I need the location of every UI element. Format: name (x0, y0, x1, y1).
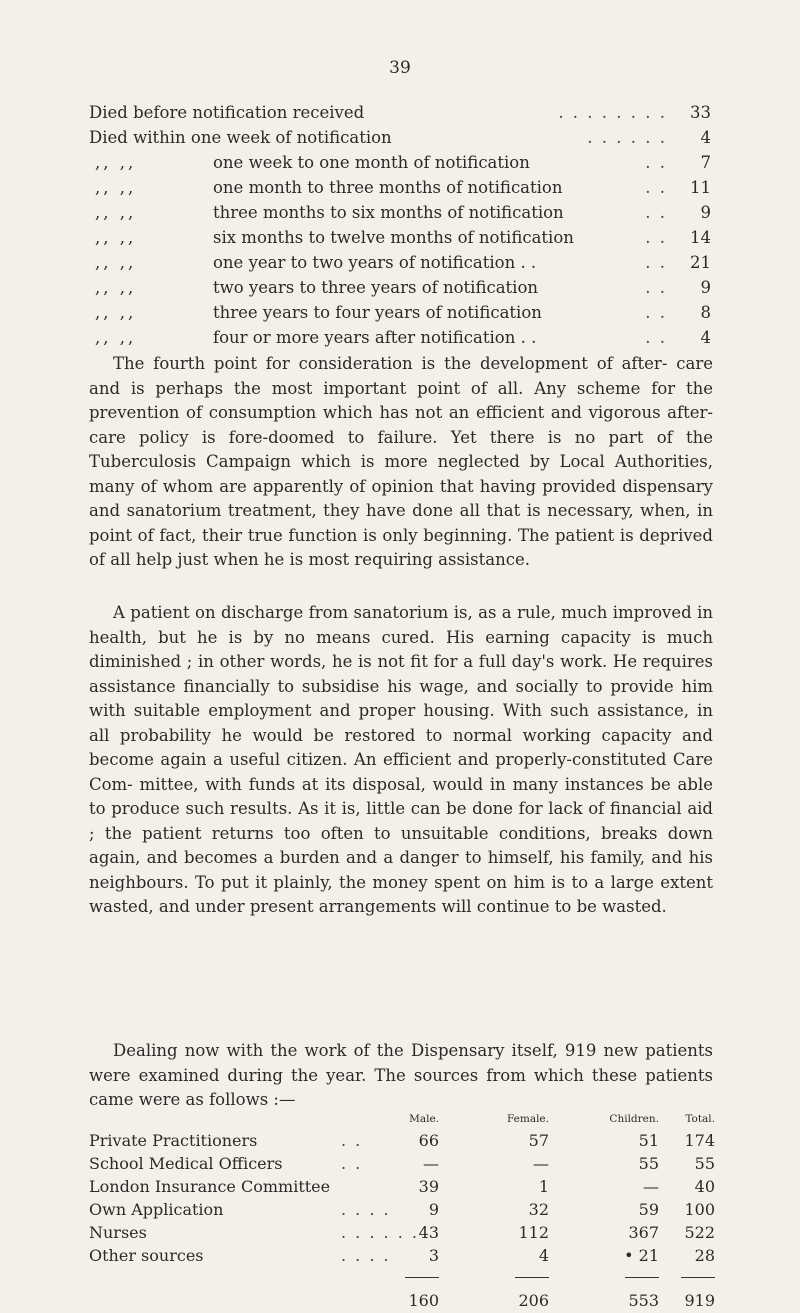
dot-leader: . . (645, 328, 667, 347)
table-row (89, 1244, 715, 1267)
death-row (89, 225, 711, 250)
death-row-label: one month to three months of notification (213, 178, 563, 197)
death-row (89, 200, 711, 225)
total-female: 206 (518, 1291, 549, 1310)
dot-leader: . . . . . . (587, 128, 667, 147)
cell-children: 59 (638, 1200, 659, 1219)
death-row-label: Died within one week of notification (89, 128, 392, 147)
table-row (89, 1152, 715, 1175)
death-row-count: 7 (700, 153, 711, 172)
cell-children: — (643, 1177, 659, 1196)
dot-leader: . . (645, 303, 667, 322)
rule-line (405, 1277, 439, 1278)
source-label: Own Application (89, 1200, 224, 1219)
totals-row (89, 1289, 715, 1313)
death-row (89, 325, 711, 350)
dot-leader: . . (645, 278, 667, 297)
dot-leader: . . (341, 1131, 363, 1150)
death-row (89, 250, 711, 275)
rule-line (625, 1277, 659, 1278)
cell-total: 28 (694, 1246, 715, 1265)
column-header-total: Total. (685, 1113, 715, 1125)
dot-leader: . . (645, 203, 667, 222)
paragraph-dispensary-work: Dealing now with the work of the Dispensary itself, 919 new patients were examined during the year. The sources from which these patients came were as follows :— (89, 1041, 713, 1109)
death-row-count: 4 (700, 328, 711, 347)
death-row-label: two years to three years of notification (213, 278, 539, 297)
ditto-marks: ,, ,, (95, 328, 137, 347)
dot-leader: . . . . . . . . (558, 103, 667, 122)
cell-total: 55 (694, 1154, 715, 1173)
cell-female: 32 (528, 1200, 549, 1219)
death-row-label: three years to four years of notification (213, 303, 542, 322)
cell-female: 4 (538, 1246, 549, 1265)
table-row (89, 1221, 715, 1244)
dot-leader: . . (341, 1154, 363, 1173)
paragraph-discharged-patient: A patient on discharge from sanatorium is, as a rule, much improved in health, but he is by no means cured. His earning capacity is much diminished ; in other words, he is not fit for a full day's work. He requires assistance financially to subsidise his wage, and socially to provide him with suitable employment and proper housing. With such assistance, in all probability he would be restored to normal working capacity and become again a useful citizen. An efficient and properly-constituted Care Com- mittee, with funds at its disposal, would in many instances be able to produce such results. As it is, little can be done for lack of financial aid ; the patient returns too often to unsuitable conditions, breaks down again, and becomes a burden and a danger to himself, his family, and his neighbours. To put it plainly, the money spent on him is to a large extent wasted, and under present arrangements will continue to be wasted. (89, 603, 713, 916)
source-label: School Medical Officers (89, 1154, 283, 1173)
ditto-marks: ,, ,, (95, 253, 137, 272)
table-row (89, 1129, 715, 1152)
table-row (89, 1175, 715, 1198)
dot-leader: . . . . (341, 1246, 391, 1265)
total-male: 160 (408, 1291, 439, 1310)
dot-leader: . . (645, 253, 667, 272)
source-label: Other sources (89, 1246, 204, 1265)
source-label: Private Practitioners (89, 1131, 258, 1150)
dot-leader: . . (645, 178, 667, 197)
total-all: 919 (684, 1291, 715, 1310)
cell-male: 43 (418, 1223, 439, 1242)
cell-total: 100 (684, 1200, 715, 1219)
cell-children: 55 (638, 1154, 659, 1173)
cell-female: 57 (528, 1131, 549, 1150)
cell-male: 9 (428, 1200, 439, 1219)
death-row-count: 14 (690, 228, 711, 247)
cell-total: 174 (684, 1131, 715, 1150)
ditto-marks: ,, ,, (95, 153, 137, 172)
death-row-count: 4 (700, 128, 711, 147)
death-row (89, 125, 711, 150)
death-row-count: 9 (700, 278, 711, 297)
dot-leader: . . . . . . (341, 1223, 419, 1242)
death-row-count: 33 (690, 103, 711, 122)
cell-total: 522 (684, 1223, 715, 1242)
death-row-label: three months to six months of notification (213, 203, 564, 222)
death-row (89, 175, 711, 200)
death-row-count: 11 (690, 178, 711, 197)
ditto-marks: ,, ,, (95, 203, 137, 222)
death-row (89, 100, 711, 125)
column-header-children: Children. (609, 1113, 659, 1125)
dot-leader: . . . . (341, 1200, 391, 1219)
cell-children: 51 (638, 1131, 659, 1150)
death-row-label: four or more years after notification . . (213, 328, 537, 347)
dot-leader: . . (645, 153, 667, 172)
patient-sources-table (89, 1113, 715, 1313)
cell-male: 39 (418, 1177, 439, 1196)
source-label: Nurses (89, 1223, 147, 1242)
death-row (89, 150, 711, 175)
death-row-label: one year to two years of notification . . (213, 253, 537, 272)
death-row-label: one week to one month of notification (213, 153, 530, 172)
table-header (89, 1113, 715, 1129)
column-header-male: Male. (409, 1113, 439, 1125)
total-children: 553 (628, 1291, 659, 1310)
death-row-count: 8 (700, 303, 711, 322)
rule-line (515, 1277, 549, 1278)
totals-rule-lines (89, 1267, 715, 1289)
paragraph-after-care: The fourth point for consideration is the development of after- care and is perhaps the most important point of all. Any scheme for the prevention of consumption which has not an efficient and vigorous after-care policy is fore-doomed to failure. Yet there is no part of the Tuberculosis Campaign which is more neglected by Local Authorities, many of whom are apparently of opinion that having provided dispensary and sanatorium treatment, they have done all that is necessary, when, in point of fact, their true function is only beginning. The patient is deprived of all help just when he is most requiring assistance. (89, 354, 713, 569)
cell-male: 3 (428, 1246, 439, 1265)
cell-children: 367 (628, 1223, 659, 1242)
cell-female: 112 (518, 1223, 549, 1242)
cell-total: 40 (694, 1177, 715, 1196)
ditto-marks: ,, ,, (95, 178, 137, 197)
death-row-label: six months to twelve months of notification (213, 228, 574, 247)
ditto-marks: ,, ,, (95, 228, 137, 247)
table-row (89, 1198, 715, 1221)
cell-female: — (533, 1154, 549, 1173)
death-row (89, 300, 711, 325)
cell-female: 1 (538, 1177, 549, 1196)
death-row-count: 9 (700, 203, 711, 222)
cell-male: 66 (418, 1131, 439, 1150)
dot-leader: . . (645, 228, 667, 247)
ditto-marks: ,, ,, (95, 303, 137, 322)
deaths-after-notification-list (89, 100, 711, 350)
death-row-count: 21 (690, 253, 711, 272)
ditto-marks: ,, ,, (95, 278, 137, 297)
column-header-female: Female. (506, 1113, 549, 1125)
source-label: London Insurance Committee (89, 1177, 331, 1196)
rule-line (681, 1277, 715, 1278)
death-row (89, 275, 711, 300)
death-row-label: Died before notification received (89, 103, 365, 122)
cell-children: • 21 (624, 1246, 659, 1265)
page-number: 39 (389, 58, 411, 78)
cell-male: — (423, 1154, 439, 1173)
